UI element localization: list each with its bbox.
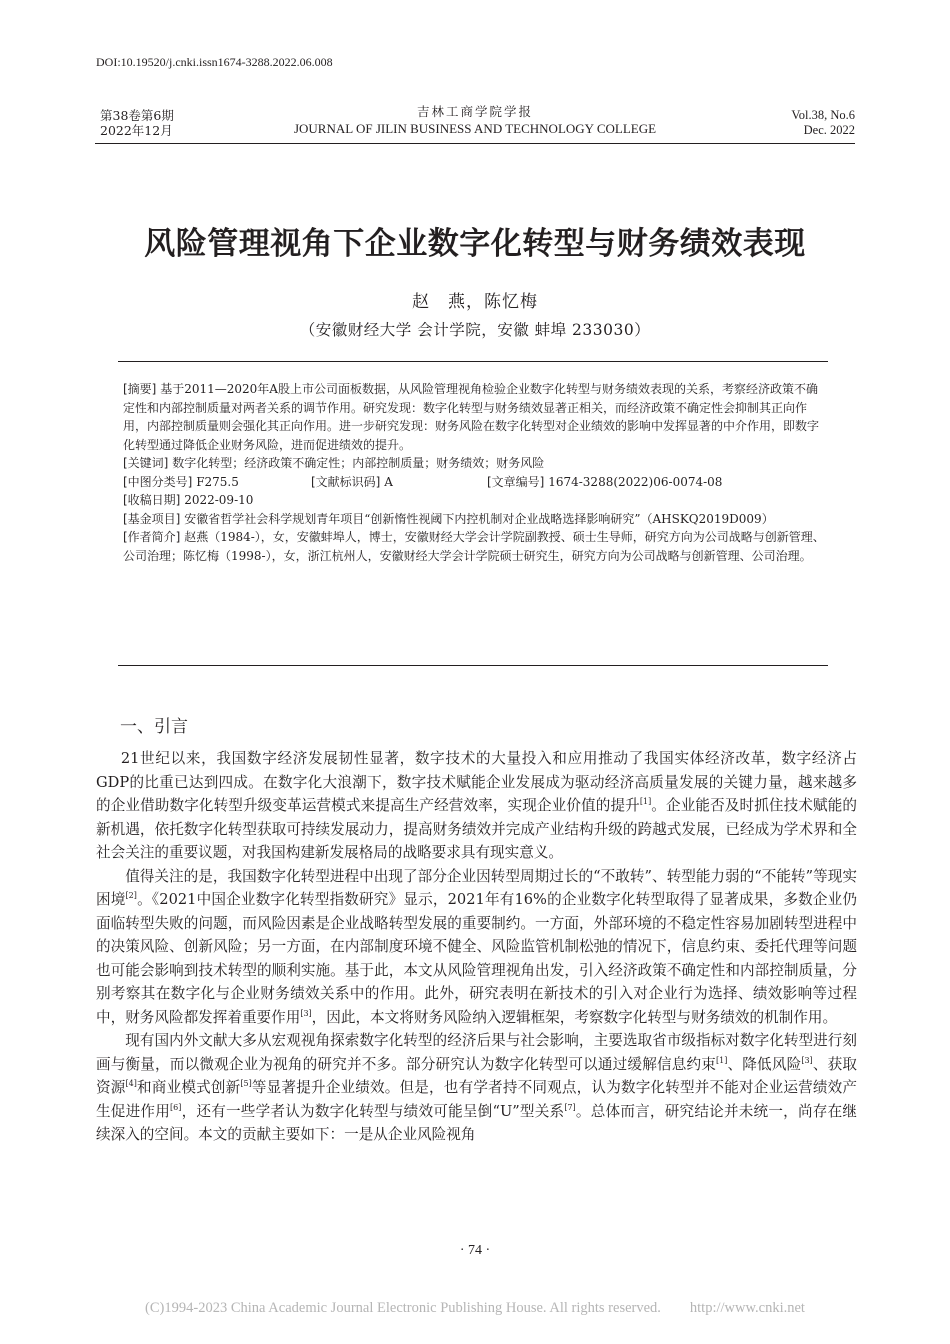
citation[interactable]: [5]	[240, 1079, 252, 1089]
author-bio-text: 赵燕（1984-），女，安徽蚌埠人，博士，安徽财经大学会计学院副教授、硕士生导师，研究方向为公司战略与创新管理、公司治理；陈忆梅（1998-），女，浙江杭州人，安徽财经大学会计学院硕士研究生，研究方向为公司战略与创新管理、公司治理。	[123, 530, 825, 563]
header-date: 2022年12月	[100, 123, 173, 138]
header-volume	[100, 108, 174, 138]
keywords-label: [关键词]	[123, 456, 169, 470]
classification-row	[123, 473, 828, 492]
article-authors: 赵 燕，陈忆梅	[412, 292, 538, 312]
author-bio-label: [作者简介]	[123, 530, 181, 544]
copyright-watermark: (C)1994-2023 China Academic Journal Electronic Publishing House. All rights reserved. http://www.cnki.net	[145, 1300, 805, 1316]
citation[interactable]: [7]	[564, 1102, 576, 1112]
paragraph-text: ，还有一些学者认为数字化转型与绩效可能呈倒“U”型关系	[181, 1102, 565, 1120]
paragraph-text: 和商业模式创新	[136, 1079, 241, 1096]
paragraph-text: 。《2021中国企业数字化转型指数研究》显示，2021年有16%的企业数字化转型取得了显著成果，多数企业仍面临转型失败的问题，而风险因素是企业战略转型发展的重要制约。一方面，外部环境的不稳定性容易加剧转型进程中的决策风险、创新风险；另一方面，在内部制度环境不健全、风险监管机制松弛的情况下，信息约束、委托代理等问题也可能会影响到技术转型的顺利实施。基于此，本文从风险管理视角出发，引入经济政策不确定性和内部控制质量，分别考察其在数字化与企业财务绩效关系中的作用。此外，研究表明在新技术的引入对企业行为选择、绩效影响等过程中，财务风险都发挥着重要作用	[96, 891, 857, 1026]
citation[interactable]: [2]	[125, 891, 137, 901]
paragraph-2	[96, 865, 857, 1030]
citation[interactable]: [4]	[125, 1079, 137, 1089]
article-title: 风险管理视角下企业数字化转型与财务绩效表现	[144, 226, 806, 262]
received-label: [收稿日期]	[123, 493, 181, 507]
article-metadata	[123, 380, 828, 565]
keywords-text: 数字化转型；经济政策不确定性；内部控制质量；财务绩效；财务风险	[172, 456, 545, 470]
doccode-value: A	[384, 474, 393, 489]
clc-value: F275.5	[196, 474, 239, 489]
abstract-bottom-rule	[118, 665, 828, 666]
paragraph-3	[96, 1029, 857, 1147]
articleno-value: 1674-3288(2022)06-0074-08	[548, 474, 723, 489]
paragraph-text: ，因此，本文将财务风险纳入逻辑框架，考察数字化转型与财务绩效的机制作用。	[311, 1008, 838, 1026]
abstract	[123, 380, 828, 454]
author-bio	[123, 528, 828, 565]
clc-label: [中图分类号]	[123, 474, 193, 489]
articleno-label: [文章编号]	[487, 474, 545, 489]
header-divider	[95, 143, 855, 144]
abstract-top-rule	[118, 361, 828, 362]
paragraph-text: 、获取资源	[96, 1055, 857, 1096]
fund-label: [基金项目]	[123, 511, 181, 526]
fund-text: 安徽省哲学社会科学规划青年项目“创新惰性视阈下内控机制对企业战略选择影响研究”（AHSKQ2019D009）	[184, 511, 774, 526]
abstract-text: 基于2011—2020年A股上市公司面板数据，从风险管理视角检验企业数字化转型与财务绩效表现的关系，考察经济政策不确定性和内部控制质量对两者关系的调节作用。研究发现：数字化转型与财务绩效显著正相关，而经济政策不确定性会抑制其正向作用，内部控制质量则会强化其正向作用。进一步研究发现：财务风险在数字化转型对企业绩效的影响中发挥显著的中介作用，即数字化转型通过降低企业财务风险，进而促进绩效的提升。	[123, 382, 820, 452]
header-vol-no: Vol.38, No.6	[791, 108, 855, 122]
header-volume-issue: 第38卷第6期	[100, 108, 174, 123]
citation[interactable]: [1]	[716, 1055, 728, 1065]
paragraph-text: 等显著提升企业绩效。但是，也有学者持不同观点，认为数字化转型并不能对企业运营绩效产生促进作用	[96, 1079, 857, 1120]
journal-name-cn: 吉林工商学院学报	[416, 104, 533, 119]
received-date	[123, 491, 828, 510]
header-date-en: Dec. 2022	[803, 123, 855, 137]
citation[interactable]: [6]	[170, 1102, 182, 1112]
fund-project	[123, 510, 828, 529]
keywords	[123, 454, 828, 473]
paragraph-text: 现有国内外文献大多从宏观视角探索数字化转型的经济后果与社会影响，主要选取省市级指标对数字化转型进行刻画与衡量，而以微观企业为视角的研究并不多。部分研究认为数字化转型可以通过缓解信息约束	[96, 1032, 857, 1073]
citation[interactable]: [3]	[300, 1008, 312, 1018]
doi-line: DOI:10.19520/j.cnki.issn1674-3288.2022.06.008	[96, 55, 333, 69]
section-heading-introduction: 一、引言	[120, 717, 188, 737]
author-affiliation: （安徽财经大学 会计学院，安徽 蚌埠 233030）	[299, 321, 651, 339]
paragraph-text: 。企业能否及时抓住技术赋能的新机遇，依托数字化转型获取可持续发展动力，提高财务绩效并完成产业结构升级的跨越式发展，已经成为学术界和全社会关注的重要议题，对我国构建新发展格局的战略要求具有现实意义。	[96, 797, 857, 861]
header-journal	[260, 103, 690, 137]
paragraph-text: 值得关注的是，我国数字化转型进程中出现了部分企业因转型周期过长的“不敢转”、转型能力弱的“不能转”等现实困境	[96, 867, 857, 908]
abstract-label: [摘要]	[123, 382, 157, 396]
paragraph-text: 、降低风险	[727, 1055, 802, 1073]
paragraph-text: 21世纪以来，我国数字经济发展韧性显著，数字技术的大量投入和应用推动了我国实体经济改革，数字经济占GDP的比重已达到四成。在数字化大浪潮下，数字技术赋能企业发展成为驱动经济高质量发展的关键力量，越来越多的企业借助数字化转型升级变革运营模式来提高生产经营效率，实现企业价值的提升	[96, 750, 857, 814]
citation[interactable]: [3]	[801, 1055, 813, 1065]
page-number: · 74 ·	[459, 1243, 491, 1258]
received-value: 2022-09-10	[184, 493, 254, 507]
doccode-label: [文献标识码]	[311, 474, 381, 489]
body-text	[96, 747, 857, 1147]
header-volume-en	[791, 108, 855, 138]
paragraph-text: 。总体而言，研究结论并未统一，尚存在继续深入的空间。本文的贡献主要如下：一是从企业风险视角	[96, 1102, 857, 1143]
journal-name-en: JOURNAL OF JILIN BUSINESS AND TECHNOLOGY COLLEGE	[293, 121, 657, 136]
citation[interactable]: [1]	[639, 797, 652, 807]
paragraph-1	[96, 747, 857, 865]
